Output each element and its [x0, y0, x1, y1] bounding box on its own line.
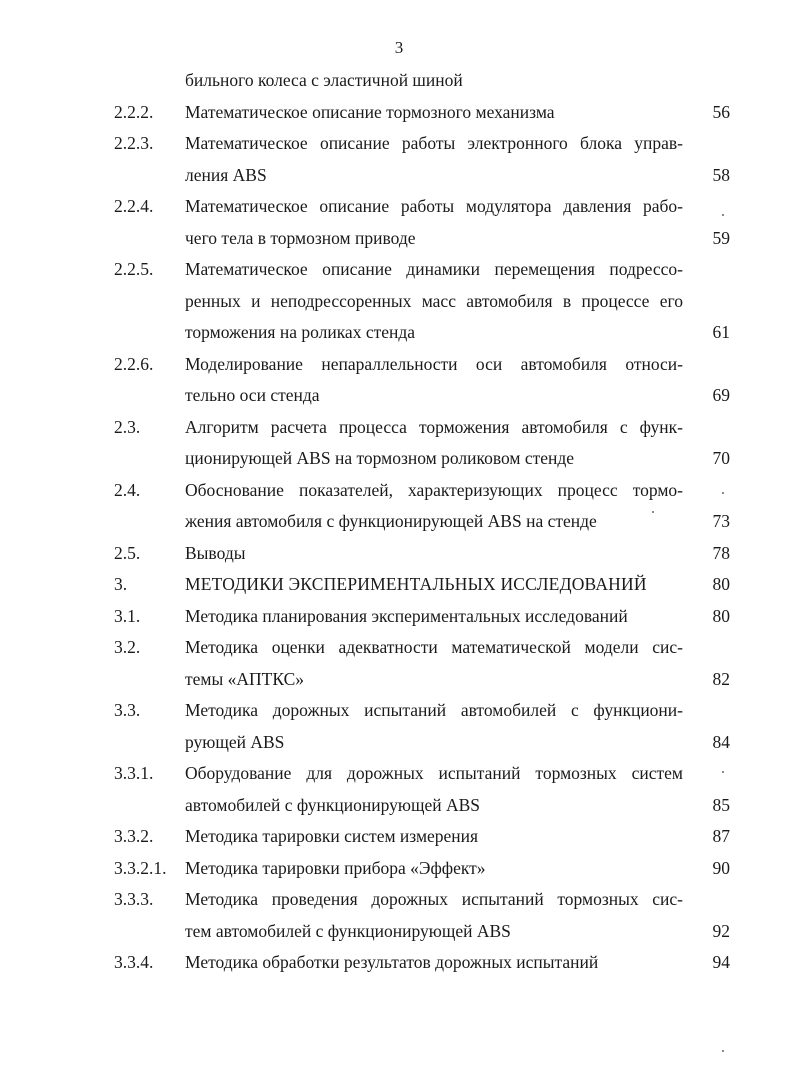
toc-entry-number: 3.3.2.1.	[114, 857, 167, 878]
toc-entry-page: 87	[712, 826, 730, 846]
toc-entry-title: Методика проведения дорожных испытаний тормозных сис-	[185, 889, 683, 909]
toc-entry-title: чего тела в тормозном приводе	[185, 227, 416, 248]
toc-entry-title: тем автомобилей с функционирующей ABS	[185, 920, 511, 941]
toc-line	[0, 160, 798, 190]
toc-entry-title: Математическое описание динамики перемещения подрессо-	[185, 259, 683, 279]
toc-line	[0, 349, 798, 379]
toc-line	[0, 538, 798, 568]
toc-entry-page: 85	[712, 794, 730, 815]
toc-entry-title: Методика обработки результатов дорожных испытаний	[185, 952, 599, 972]
toc-entry-number: 2.2.3.	[114, 133, 154, 153]
toc-line	[0, 412, 798, 442]
toc-entry-number: 3.3.2.	[114, 826, 154, 846]
toc-entry-title: МЕТОДИКИ ЭКСПЕРИМЕНТАЛЬНЫХ ИССЛЕДОВАНИЙ	[185, 574, 647, 594]
toc-line	[0, 727, 798, 757]
toc-entry-title: Методика тарировки систем измерения	[185, 826, 479, 846]
toc-entry-title: Обоснование показателей, характеризующих процесс тормо-	[185, 479, 683, 500]
toc-entry-title: рующей ABS	[185, 731, 285, 752]
toc-line	[0, 443, 798, 473]
toc-entry-page: 59	[712, 227, 730, 248]
toc-line	[0, 223, 798, 253]
toc-entry-title: автомобилей с функционирующей ABS	[185, 794, 481, 815]
toc-line	[0, 853, 798, 883]
scan-speck	[722, 1050, 724, 1052]
toc-entry-title: Методика тарировки прибора «Эффект»	[185, 857, 486, 878]
toc-entry-title: ления ABS	[185, 164, 267, 185]
toc-entry-title: Выводы	[185, 542, 246, 563]
toc-line	[0, 128, 798, 158]
toc-entry-number: 2.4.	[114, 479, 141, 500]
scan-speck	[722, 492, 724, 494]
toc-entry-title: ционирующей ABS на тормозном роликовом стенде	[185, 448, 575, 468]
toc-entry-page: 94	[712, 952, 730, 972]
toc-entry-number: 3.3.4.	[114, 952, 154, 972]
toc-entry-number: 3.3.	[114, 700, 141, 720]
toc-line	[0, 758, 798, 788]
toc-entry-title: жения автомобиля с функционирующей ABS на стенде	[185, 511, 597, 531]
toc-line	[0, 254, 798, 284]
toc-entry-page: 92	[712, 920, 730, 941]
toc-entry-title: Методика дорожных испытаний автомобилей с функциони-	[185, 700, 683, 720]
toc-entry-page: 80	[712, 605, 730, 626]
toc-entry-number: 3.1.	[114, 605, 141, 626]
toc-entry-title: Математическое описание работы электронного блока управ-	[185, 133, 683, 153]
toc-line	[0, 191, 798, 221]
toc-line	[0, 475, 798, 505]
toc-entry-page: 58	[712, 164, 730, 185]
toc-entry-title: ренных и неподрессоренных масс автомобиля в процессе его	[185, 290, 683, 311]
toc-line	[0, 632, 798, 662]
page-number: 3	[394, 38, 404, 57]
toc-entry-title: Математическое описание работы модулятора давления рабо-	[185, 196, 683, 216]
toc-entry-number: 2.2.6.	[114, 353, 154, 374]
toc-entry-title: Методика планирования экспериментальных исследований	[185, 605, 628, 626]
scan-speck	[652, 511, 654, 513]
toc-entry-number: 3.3.1.	[114, 763, 154, 783]
toc-entry-page: 61	[712, 322, 730, 342]
toc-line	[0, 380, 798, 410]
toc-entry-number: 3.2.	[114, 637, 141, 657]
toc-entry-page: 90	[712, 857, 730, 878]
toc-line	[0, 65, 798, 95]
toc-entry-number: 3.3.3.	[114, 889, 154, 909]
toc-line	[0, 821, 798, 851]
toc-entry-title: Алгоритм расчета процесса торможения автомобиля с функ-	[185, 416, 683, 437]
scan-speck	[722, 771, 724, 773]
toc-entry-page: 78	[712, 542, 730, 563]
toc-entry-title: темы «АПТКС»	[185, 668, 304, 689]
toc-entry-number: 2.2.2.	[114, 101, 154, 122]
toc-entry-number: 2.5.	[114, 542, 141, 563]
toc-entry-number: 2.3.	[114, 416, 141, 437]
toc-entry-page: 73	[712, 511, 730, 531]
toc-entry-number: 3.	[114, 574, 128, 594]
toc-entry-number: 2.2.5.	[114, 259, 154, 279]
toc-entry-title: бильного колеса с эластичной шиной	[185, 70, 463, 90]
toc-line	[0, 97, 798, 127]
toc-line	[0, 601, 798, 631]
toc-line	[0, 506, 798, 536]
toc-entry-title: торможения на роликах стенда	[185, 322, 416, 342]
toc-entry-page: 80	[712, 574, 730, 594]
toc-line	[0, 317, 798, 347]
toc-line	[0, 286, 798, 316]
toc-entry-title: Моделирование непараллельности оси автомобиля относи-	[185, 353, 683, 374]
toc-line	[0, 790, 798, 820]
toc-entry-title: Математическое описание тормозного механизма	[185, 101, 555, 122]
toc-line	[0, 916, 798, 946]
toc-entry-title: Методика оценки адекватности математической модели сис-	[185, 637, 683, 657]
toc-entry-page: 82	[712, 668, 730, 689]
toc-line	[0, 884, 798, 914]
toc-line	[0, 947, 798, 977]
toc-entry-number: 2.2.4.	[114, 196, 154, 216]
toc-entry-page: 70	[712, 448, 730, 468]
toc-entry-title: Оборудование для дорожных испытаний тормозных систем	[185, 763, 683, 783]
toc-entry-page: 56	[712, 101, 730, 122]
toc-entry-page: 69	[712, 385, 730, 405]
toc-line	[0, 695, 798, 725]
scan-speck	[722, 214, 724, 216]
toc-line	[0, 569, 798, 599]
toc-entry-page: 84	[712, 731, 730, 752]
toc-entry-title: тельно оси стенда	[185, 385, 320, 405]
toc-line	[0, 664, 798, 694]
